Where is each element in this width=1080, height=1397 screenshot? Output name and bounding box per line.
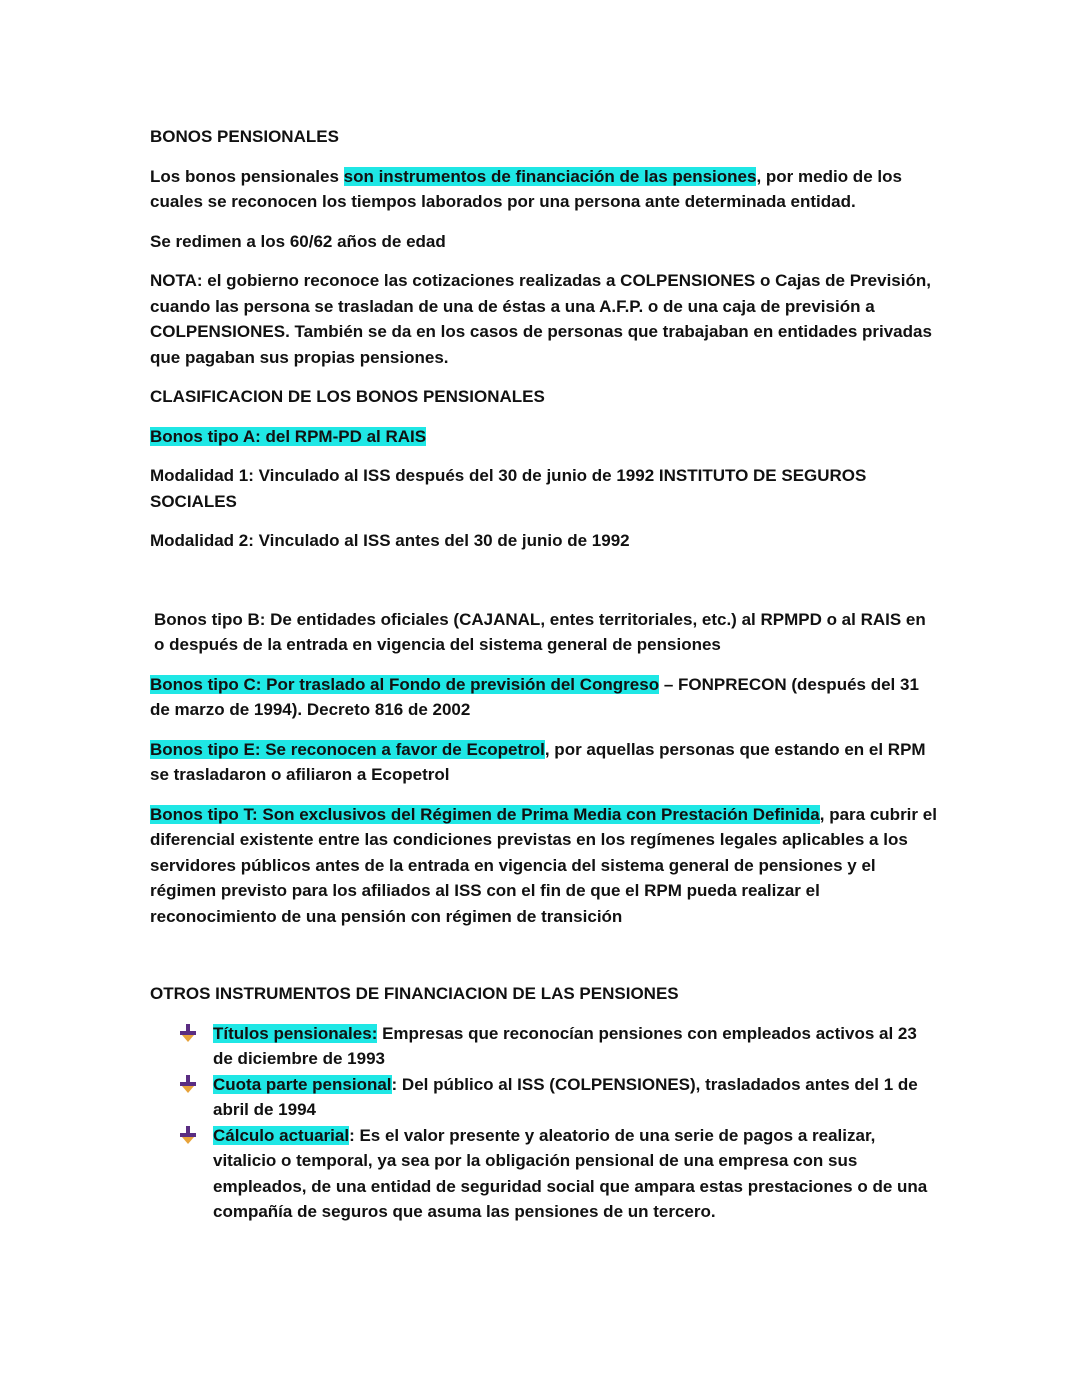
list-item-highlight: Cuota parte pensional	[213, 1074, 392, 1094]
arrow-bullet-icon	[180, 1024, 196, 1042]
intro-pre: Los bonos pensionales	[150, 166, 344, 186]
tipo-e-paragraph	[150, 737, 940, 788]
list-item-highlight: Títulos pensionales:	[213, 1023, 378, 1043]
tipo-t-post: , para cubrir el diferencial existente entre las condiciones previstas en los regímenes legales aplicables a los servidores públicos antes de la entrada en vigencia del sistema general de pensiones y el régimen previsto para los afiliados al ISS con el fin de que el RPM pueda realizar el reconocimiento de una pensión con régimen de transición	[150, 804, 937, 926]
nota-paragraph: NOTA: el gobierno reconoce las cotizaciones realizadas a COLPENSIONES o Cajas de Previsión, cuando las persona se trasladan de una de éstas a una A.F.P. o de una caja de previsión a COLPENSIONES. También se da en los casos de personas que trabajaban en entidades privadas que pagaban sus propias pensiones.	[150, 271, 932, 367]
tipo-t-highlight: Bonos tipo T: Son exclusivos del Régimen de Prima Media con Prestación Definida	[150, 804, 820, 824]
blank-line	[150, 568, 940, 607]
tipo-c-post: – FONPRECON (después del 31 de marzo de 1994). Decreto 816 de 2002	[150, 674, 919, 719]
arrow-bullet-icon	[180, 1126, 196, 1144]
modalidad-2-paragraph: Modalidad 2: Vinculado al ISS antes del 30 de junio de 1992	[150, 531, 630, 550]
tipo-e-post: , por aquellas personas que estando en el RPM se trasladaron o afiliaron a Ecopetrol	[150, 739, 926, 784]
list-item	[150, 1123, 940, 1225]
intro-paragraph	[150, 164, 940, 215]
list-item-text: : Del público al ISS (COLPENSIONES), trasladados antes del 1 de abril de 1994	[213, 1074, 918, 1119]
redimen-paragraph: Se redimen a los 60/62 años de edad	[150, 231, 446, 251]
tipo-e-highlight: Bonos tipo E: Se reconocen a favor de Ecopetrol	[150, 739, 545, 759]
intro-highlight: son instrumentos de financiación de las pensiones	[343, 166, 757, 186]
list-item-text: Empresas que reconocían pensiones con empleados activos al 23 de diciembre de 1993	[213, 1023, 917, 1068]
intro-post: , por medio de los cuales se reconocen los tiempos laborados por una persona ante determinada entidad.	[150, 166, 902, 211]
list-item-highlight: Cálculo actuarial	[213, 1125, 350, 1145]
arrow-bullet-icon	[180, 1075, 196, 1093]
document-page	[150, 124, 940, 1225]
otros-heading: OTROS INSTRUMENTOS DE FINANCIACION DE LAS PENSIONES	[150, 984, 679, 1003]
clasificacion-heading: CLASIFICACION DE LOS BONOS PENSIONALES	[150, 387, 545, 406]
document-title: BONOS PENSIONALES	[150, 127, 339, 146]
otros-list	[150, 1021, 940, 1225]
list-item-text: : Es el valor presente y aleatorio de una serie de pagos a realizar, vitalicio o temporal, ya sea por la obligación pensional de una empresa con sus empleados, de una entidad de seguridad social que ampara estas prestaciones o de una compañía de seguros que asuma las pensiones de un tercero.	[213, 1125, 928, 1221]
tipo-a-paragraph	[150, 424, 940, 450]
tipo-c-paragraph	[150, 672, 940, 723]
list-item	[150, 1021, 940, 1072]
tipo-b-paragraph: Bonos tipo B: De entidades oficiales (CAJANAL, entes territoriales, etc.) al RPMPD o al RAIS en o después de la entrada en vigencia del sistema general de pensiones	[154, 609, 926, 654]
tipo-t-paragraph	[150, 802, 940, 930]
modalidad-1-paragraph: Modalidad 1: Vinculado al ISS después del 30 de junio de 1992 INSTITUTO DE SEGUROS SOCIALES	[150, 466, 867, 511]
blank-line	[150, 943, 940, 981]
tipo-a-highlight: Bonos tipo A: del RPM-PD al RAIS	[150, 426, 427, 446]
tipo-c-highlight: Bonos tipo C: Por traslado al Fondo de previsión del Congreso	[150, 674, 660, 694]
list-item	[150, 1072, 940, 1123]
